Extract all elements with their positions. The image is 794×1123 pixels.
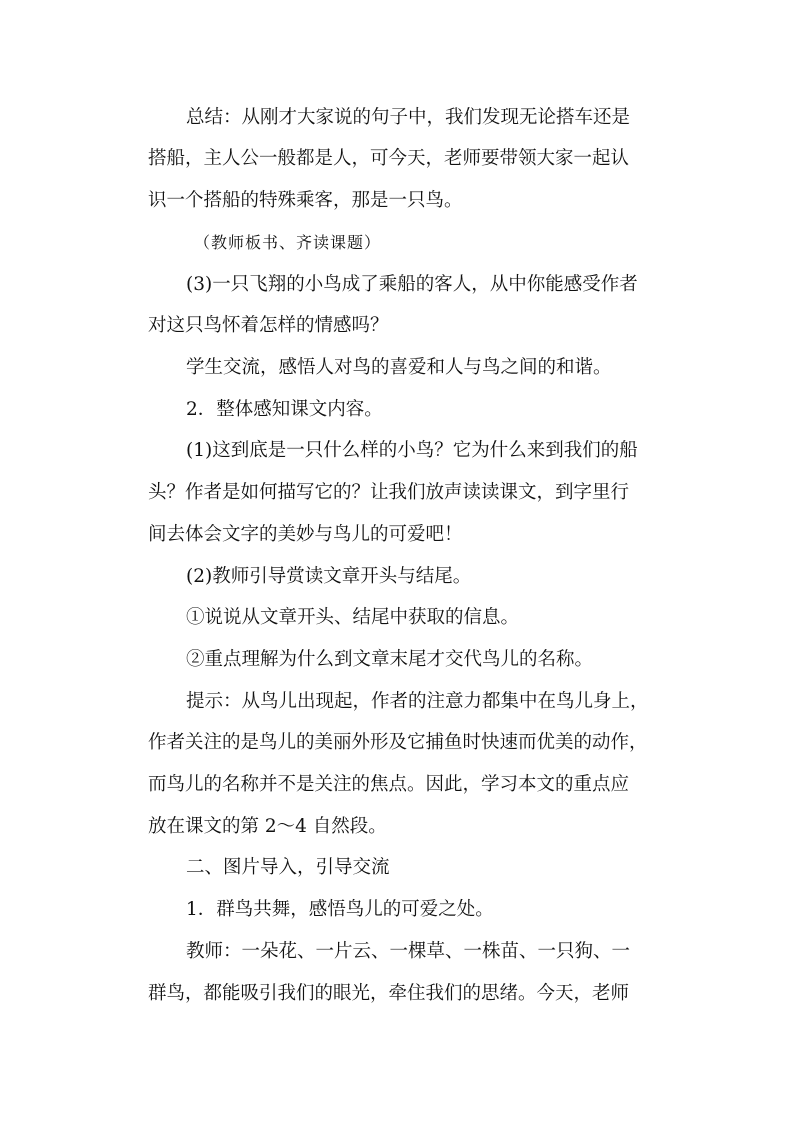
- teacher-line-2: 群鸟，都能吸引我们的眼光，牵住我们的思绪。今天，老师: [148, 983, 630, 1004]
- hint-line-2: 作者关注的是鸟儿的美丽外形及它捕鱼时快速而优美的动作，: [148, 732, 648, 753]
- question-1-line-2: 头？作者是如何描写它的？让我们放声读读课文，到字里行: [148, 482, 630, 503]
- summary-line-1: 总结：从刚才大家说的句子中，我们发现无论搭车还是: [186, 107, 631, 128]
- hint-line-1: 提示：从鸟儿出现起，作者的注意力都集中在鸟儿身上，: [186, 691, 649, 712]
- part-2-heading: 二、图片导入，引导交流: [186, 857, 390, 878]
- question-1-line-1: (1)这到底是一只什么样的小鸟？它为什么来到我们的船: [186, 440, 638, 461]
- teacher-note: （教师板书、齐读课题）: [194, 233, 382, 252]
- point-1: ①说说从文章开头、结尾中获取的信息。: [186, 607, 520, 628]
- question-3-line-1: (3)一只飞翔的小鸟成了乘船的客人，从中你能感受作者: [186, 274, 638, 295]
- section-2-heading: 2．整体感知课文内容。: [186, 399, 383, 420]
- point-2: ②重点理解为什么到文章末尾才交代鸟儿的名称。: [186, 649, 594, 670]
- question-3-line-2: 对这只鸟怀着怎样的情感吗？: [148, 315, 389, 336]
- activity-1-heading: 1．群鸟共舞，感悟鸟儿的可爱之处。: [186, 899, 494, 920]
- hint-line-3: 而鸟儿的名称并不是关注的焦点。因此，学习本文的重点应: [148, 774, 630, 795]
- student-exchange: 学生交流，感悟人对鸟的喜爱和人与鸟之间的和谐。: [186, 357, 612, 378]
- teacher-line-1: 教师：一朵花、一片云、一棵草、一株苗、一只狗、一: [186, 941, 631, 962]
- question-1-line-3: 间去体会文字的美妙与鸟儿的可爱吧！: [148, 524, 463, 545]
- summary-line-2: 搭船，主人公一般都是人，可今天，老师要带领大家一起认: [148, 148, 630, 169]
- hint-line-4: 放在课文的第 2～4 自然段。: [148, 816, 387, 837]
- question-2: (2)教师引导赏读文章开头与结尾。: [186, 566, 472, 587]
- summary-line-3: 识一个搭船的特殊乘客，那是一只鸟。: [148, 190, 463, 211]
